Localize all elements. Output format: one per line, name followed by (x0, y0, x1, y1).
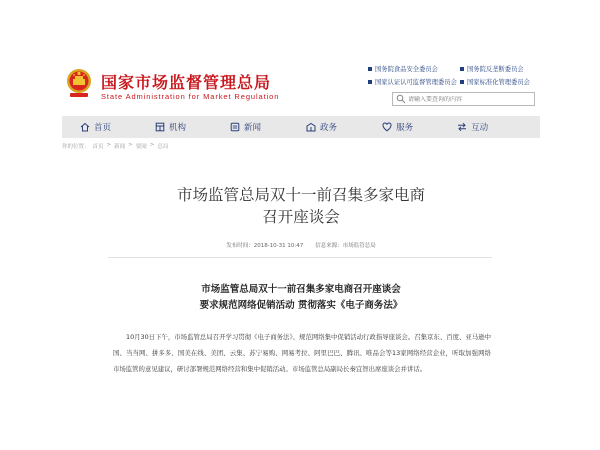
publish-time: 发布时间：2018-10-31 10:47 (226, 243, 304, 249)
article-title-line1: 市场监管总局双十一前召集多家电商 (176, 186, 425, 204)
breadcrumb-separator: > (128, 142, 133, 148)
search-box[interactable] (392, 92, 535, 106)
nav-item-institution[interactable] (155, 121, 186, 133)
site-header (0, 52, 600, 114)
nav-label: 首页 (94, 123, 112, 133)
search-input[interactable] (408, 96, 528, 103)
home-icon (80, 122, 90, 132)
nav-label: 新闻 (244, 123, 262, 133)
bullet-icon (368, 67, 372, 71)
article-subhead-line2: 要求规范网络促销活动 贯彻落实《电子商务法》 (199, 300, 403, 311)
article-meta (62, 241, 540, 249)
service-icon (382, 122, 392, 132)
info-source: 信息来源：市场监管总局 (315, 243, 376, 249)
article-subhead-line1: 市场监管总局双十一前召集多家电商召开座谈会 (201, 284, 401, 295)
interaction-icon (457, 122, 467, 132)
news-icon (230, 122, 240, 132)
main-nav (62, 116, 540, 138)
article-body: 10月30日下午，市场监管总局召开学习贯彻《电子商务法》、规范网络集中促销活动行政指导座谈会。召集京东、百度、亚马逊中国、当当网、拼多多、国美在线、美团、云集、苏宁易购、网易考拉、阿里巴巴、腾讯、唯品会等13家网络经营企业，听取加强网络市场监管的意见建议，研讨部署规范网络经营和集中促销活动。市场监管总局副局长秦宜智出席座谈会并讲话。 (113, 333, 491, 373)
breadcrumb-separator: > (106, 142, 112, 148)
national-emblem-icon (65, 68, 93, 98)
government-icon (306, 122, 316, 132)
nav-item-news[interactable] (230, 121, 261, 133)
breadcrumb-item-home[interactable]: 首页 (92, 144, 104, 150)
link-antimonopoly-committee[interactable] (460, 64, 524, 73)
bullet-icon (460, 80, 464, 84)
search-icon[interactable] (396, 94, 406, 104)
breadcrumb-separator: > (149, 142, 155, 148)
bullet-icon (368, 80, 372, 84)
breadcrumb-item-news[interactable]: 新闻 (114, 144, 126, 150)
bullet-icon (460, 67, 464, 71)
breadcrumb-item-headlines[interactable]: 要闻 (135, 144, 147, 150)
nav-item-interaction[interactable] (457, 121, 488, 133)
title-divider (108, 257, 492, 258)
link-standardization-committee[interactable] (460, 77, 530, 86)
breadcrumb-prefix: 你的位置： (62, 144, 90, 150)
article-title (62, 184, 540, 228)
nav-item-government[interactable] (306, 121, 337, 133)
breadcrumb-item-administration[interactable]: 总局 (157, 144, 169, 150)
link-label: 国务院食品安全委员会 (375, 66, 438, 73)
nav-item-home[interactable] (80, 121, 111, 133)
site-title[interactable]: 国家市场监督管理总局 (101, 73, 272, 92)
nav-item-service[interactable] (382, 121, 413, 133)
link-label: 国务院反垄断委员会 (467, 66, 524, 73)
nav-label: 机构 (169, 123, 187, 133)
article-title-line2: 召开座谈会 (262, 208, 340, 226)
link-label: 国家认证认可监督管理委员会 (375, 79, 457, 86)
site-subtitle: State Administration for Market Regulation (101, 92, 280, 101)
link-food-safety-committee[interactable] (368, 64, 438, 73)
link-label: 国家标准化管理委员会 (467, 79, 530, 86)
link-certification-committee[interactable] (368, 77, 457, 86)
nav-label: 互动 (471, 123, 489, 133)
institution-icon (155, 122, 165, 132)
nav-label: 政务 (320, 123, 338, 133)
nav-label: 服务 (396, 123, 414, 133)
breadcrumb (62, 142, 168, 150)
